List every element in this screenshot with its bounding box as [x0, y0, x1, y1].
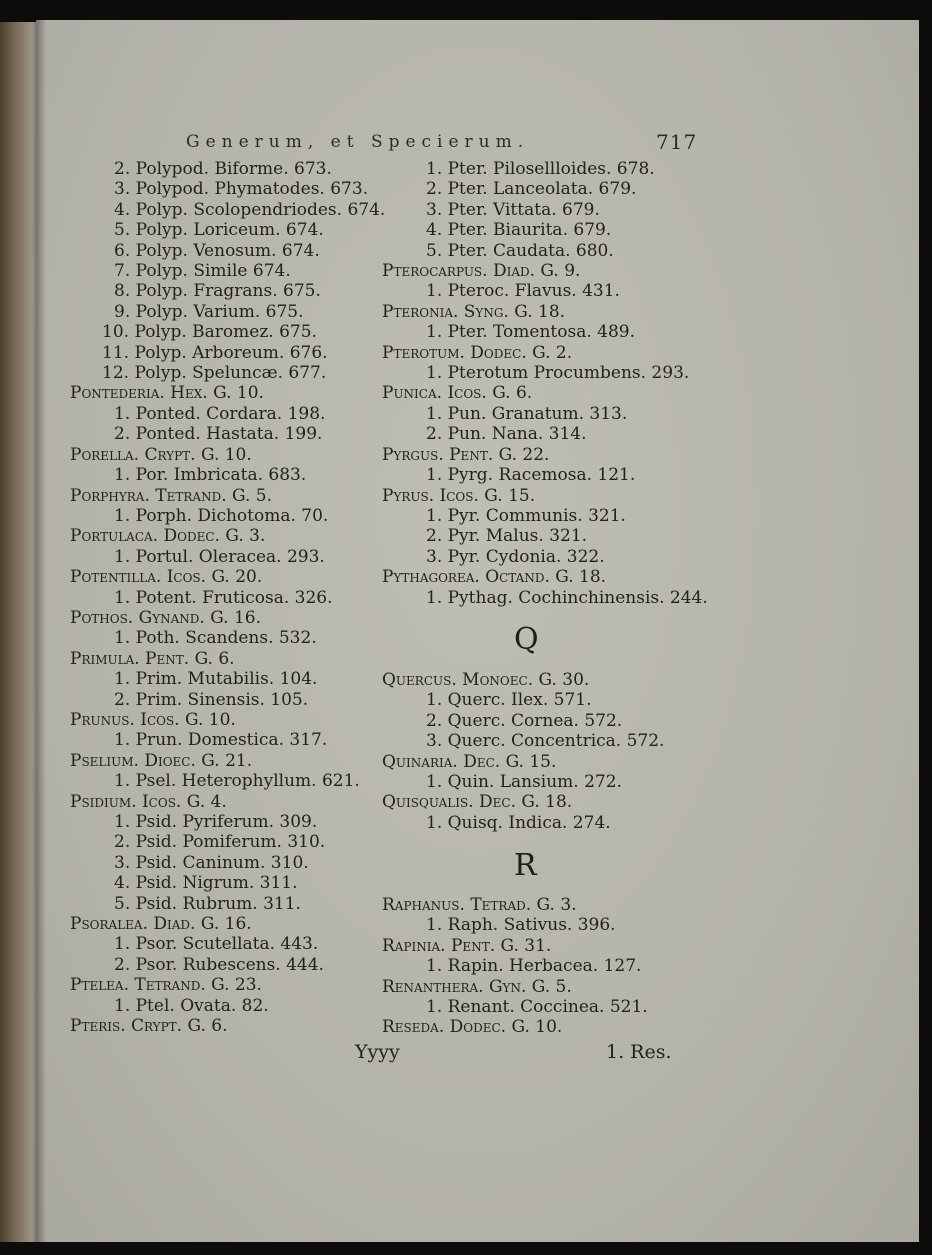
- genus-entry: Prunus. Icos. G. 10.: [70, 709, 236, 730]
- species-entry: 1. Rapin. Herbacea. 127.: [426, 956, 642, 977]
- species-entry: 12. Polyp. Speluncæ. 677.: [102, 363, 327, 384]
- species-entry: 3. Querc. Concentrica. 572.: [426, 731, 665, 752]
- genus-entry: Quinaria. Dec. G. 15.: [382, 751, 557, 772]
- genus-entry: Punica. Icos. G. 6.: [382, 383, 533, 404]
- section-letter-q: Q: [514, 622, 539, 657]
- species-entry: 10. Polyp. Baromez. 675.: [102, 322, 317, 343]
- genus-entry: Psoralea. Diad. G. 16.: [70, 914, 252, 935]
- genus-entry: Porphyra. Tetrand. G. 5.: [70, 485, 273, 506]
- right-column-r-section: [382, 895, 702, 1038]
- species-entry: 1. Quisq. Indica. 274.: [426, 812, 611, 833]
- book-fore-edge: [0, 22, 38, 1242]
- species-entry: 3. Psid. Caninum. 310.: [114, 852, 309, 873]
- genus-entry: Pothos. Gynand. G. 16.: [70, 607, 262, 628]
- species-entry: 1. Pter. Tomentosa. 489.: [426, 322, 635, 343]
- genus-entry: Primula. Pent. G. 6.: [70, 648, 235, 669]
- species-entry: 3. Pter. Vittata. 679.: [426, 199, 600, 220]
- species-entry: 3. Polypod. Phymatodes. 673.: [114, 179, 369, 200]
- species-entry: 5. Pter. Caudata. 680.: [426, 240, 614, 261]
- species-entry: 1. Pterotum Procumbens. 293.: [426, 363, 690, 384]
- species-entry: 1. Poth. Scandens. 532.: [114, 628, 317, 649]
- species-entry: 2. Ponted. Hastata. 199.: [114, 424, 323, 445]
- right-column-p-section: [382, 159, 708, 608]
- genus-entry: Pterocarpus. Diad. G. 9.: [382, 261, 581, 282]
- species-entry: 1. Querc. Ilex. 571.: [426, 690, 592, 711]
- species-entry: 1. Pter. Pilosellloides. 678.: [426, 159, 655, 179]
- genus-entry: Renanthera. Gyn. G. 5.: [382, 976, 572, 997]
- gutter-shadow: [36, 20, 46, 1242]
- species-entry: 1. Renant. Coccinea. 521.: [426, 997, 648, 1018]
- signature-mark: Yyyy: [355, 1041, 400, 1063]
- genus-entry: Raphanus. Tetrad. G. 3.: [382, 895, 577, 915]
- genus-entry: Pyrus. Icos. G. 15.: [382, 485, 536, 506]
- species-entry: 1. Ponted. Cordara. 198.: [114, 403, 326, 424]
- left-column: [70, 159, 390, 1036]
- species-entry: 1. Quin. Lansium. 272.: [426, 772, 622, 793]
- species-entry: 1. Potent. Fruticosa. 326.: [114, 587, 333, 608]
- running-title: Generum, et Specierum.: [186, 132, 530, 152]
- species-entry: 1. Portul. Oleracea. 293.: [114, 546, 325, 567]
- species-entry: 2. Querc. Cornea. 572.: [426, 710, 623, 731]
- genus-entry: Pteris. Crypt. G. 6.: [70, 1016, 228, 1037]
- genus-entry: Pontederia. Hex. G. 10.: [70, 383, 264, 404]
- genus-entry: Pterotum. Dodec. G. 2.: [382, 342, 573, 363]
- species-entry: 2. Pter. Lanceolata. 679.: [426, 179, 637, 200]
- species-entry: 1. Prun. Domestica. 317.: [114, 730, 328, 751]
- species-entry: 1. Ptel. Ovata. 82.: [114, 995, 269, 1016]
- species-entry: 2. Polypod. Biforme. 673.: [114, 159, 332, 179]
- genus-entry: Ptelea. Tetrand. G. 23.: [70, 975, 262, 996]
- species-entry: 5. Psid. Rubrum. 311.: [114, 893, 301, 914]
- species-entry: 8. Polyp. Fragrans. 675.: [114, 281, 321, 302]
- genus-entry: Psidium. Icos. G. 4.: [70, 791, 227, 812]
- species-entry: 4. Polyp. Scolopendriodes. 674.: [114, 199, 386, 220]
- section-letter-r: R: [514, 848, 537, 883]
- species-entry: 5. Polyp. Loriceum. 674.: [114, 220, 324, 241]
- species-entry: 1. Por. Imbricata. 683.: [114, 465, 307, 486]
- species-entry: 1. Pyrg. Racemosa. 121.: [426, 465, 636, 486]
- genus-entry: Pselium. Dioec. G. 21.: [70, 750, 253, 771]
- species-entry: 11. Polyp. Arboreum. 676.: [102, 342, 328, 363]
- species-entry: 1. Prim. Mutabilis. 104.: [114, 669, 318, 690]
- species-entry: 2. Psid. Pomiferum. 310.: [114, 832, 326, 853]
- genus-entry: Pythagorea. Octand. G. 18.: [382, 567, 607, 588]
- genus-entry: Quisqualis. Dec. G. 18.: [382, 792, 573, 813]
- genus-entry: Potentilla. Icos. G. 20.: [70, 567, 263, 588]
- species-entry: 1. Raph. Sativus. 396.: [426, 915, 616, 936]
- species-entry: 2. Prim. Sinensis. 105.: [114, 689, 309, 710]
- species-entry: 1. Porph. Dichotoma. 70.: [114, 505, 329, 526]
- species-entry: 3. Pyr. Cydonia. 322.: [426, 546, 605, 567]
- species-entry: 2. Psor. Rubescens. 444.: [114, 954, 324, 975]
- genus-entry: Reseda. Dodec. G. 10.: [382, 1017, 563, 1038]
- genus-entry: Porella. Crypt. G. 10.: [70, 444, 252, 465]
- genus-entry: Rapinia. Pent. G. 31.: [382, 935, 552, 956]
- genus-entry: Portulaca. Dodec. G. 3.: [70, 526, 266, 547]
- species-entry: 6. Polyp. Venosum. 674.: [114, 240, 320, 261]
- species-entry: 1. Psor. Scutellata. 443.: [114, 934, 319, 955]
- species-entry: 1. Pun. Granatum. 313.: [426, 403, 628, 424]
- species-entry: 1. Pythag. Cochinchinensis. 244.: [426, 587, 708, 608]
- species-entry: 1. Pteroc. Flavus. 431.: [426, 281, 620, 302]
- page-number: 717: [656, 130, 698, 154]
- right-column-q-section: [382, 670, 702, 833]
- genus-entry: Pyrgus. Pent. G. 22.: [382, 444, 550, 465]
- species-entry: 9. Polyp. Varium. 675.: [114, 301, 304, 322]
- species-entry: 1. Pyr. Communis. 321.: [426, 505, 626, 526]
- species-entry: 2. Pun. Nana. 314.: [426, 424, 587, 445]
- catchword: 1. Res.: [606, 1041, 672, 1063]
- species-entry: 2. Pyr. Malus. 321.: [426, 526, 588, 547]
- genus-entry: Pteronia. Syng. G. 18.: [382, 301, 566, 322]
- genus-entry: Quercus. Monoec. G. 30.: [382, 670, 590, 690]
- species-entry: 1. Psid. Pyriferum. 309.: [114, 812, 318, 832]
- species-entry: 1. Psel. Heterophyllum. 621.: [114, 771, 360, 792]
- species-entry: 7. Polyp. Simile 674.: [114, 261, 291, 282]
- species-entry: 4. Psid. Nigrum. 311.: [114, 873, 298, 894]
- species-entry: 4. Pter. Biaurita. 679.: [426, 220, 612, 241]
